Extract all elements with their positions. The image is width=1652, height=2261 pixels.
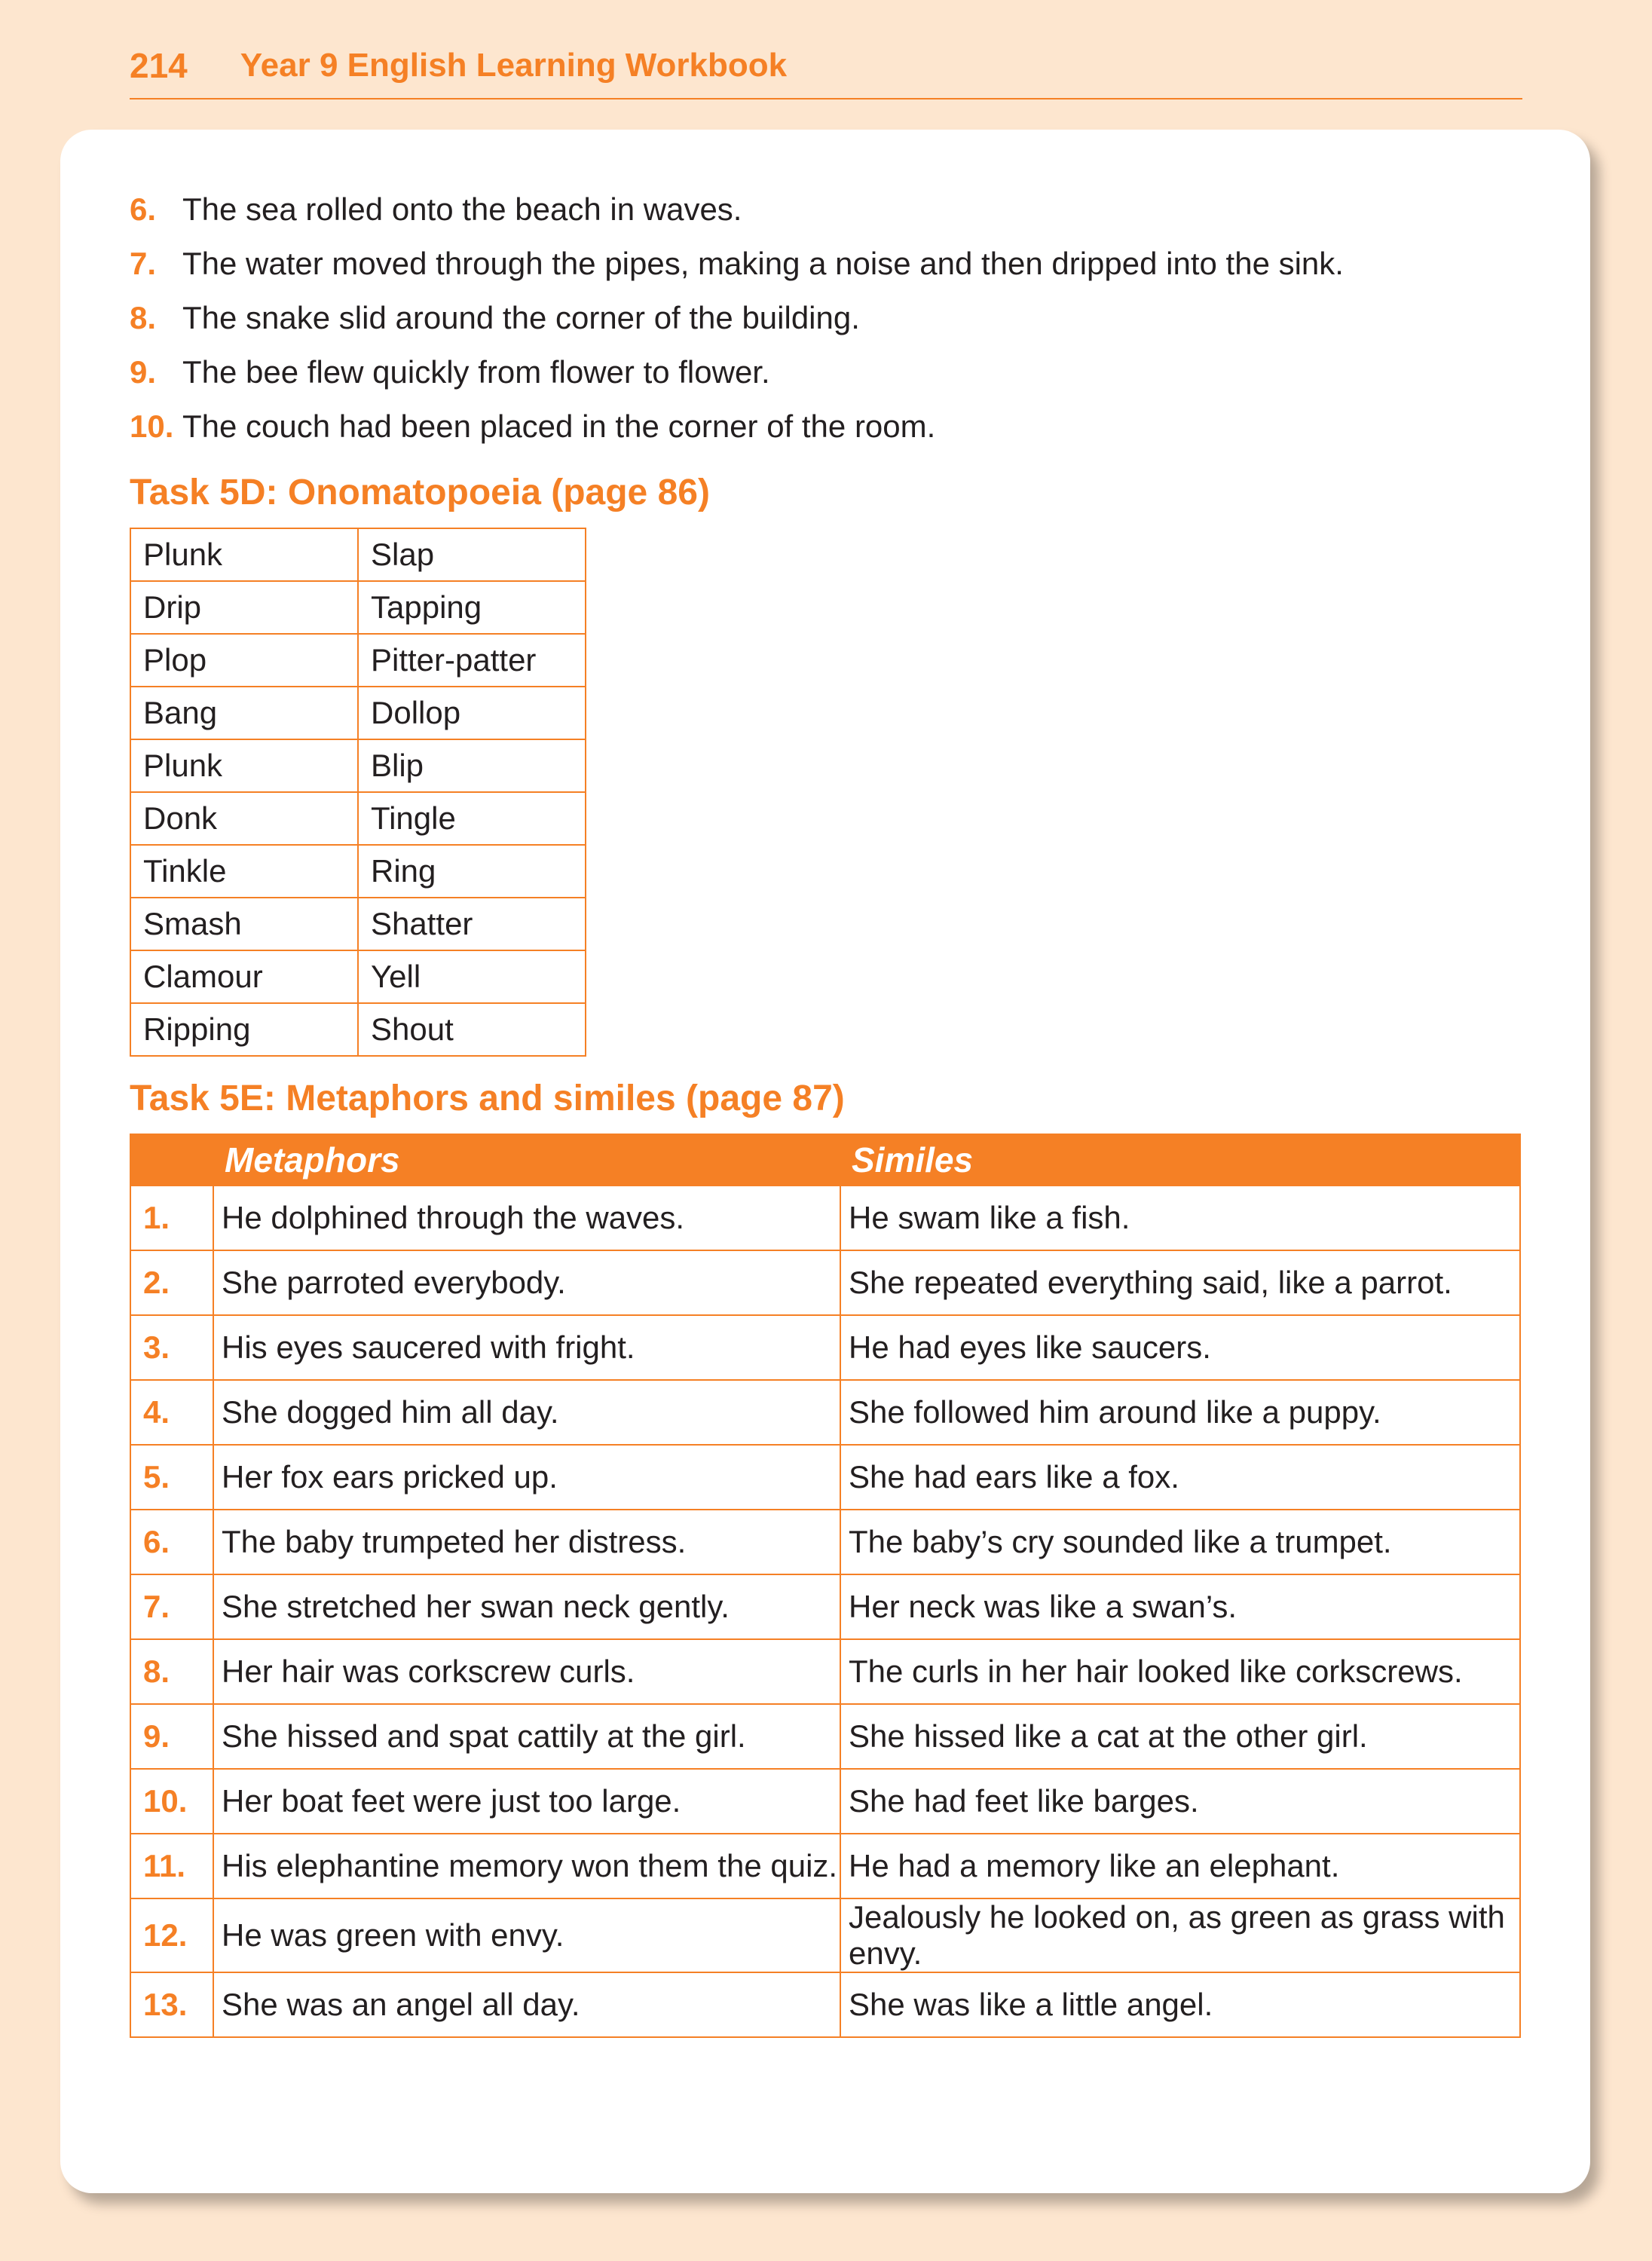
simile-cell: She followed him around like a puppy. [840, 1380, 1520, 1445]
table-header-row [130, 1134, 1520, 1186]
table-cell: Blip [358, 739, 586, 792]
table-row [130, 1510, 1520, 1574]
simile-cell: She had ears like a fox. [840, 1445, 1520, 1510]
content [130, 182, 1521, 2038]
simile-cell: He swam like a fish. [840, 1186, 1520, 1250]
row-number: 3. [130, 1315, 213, 1380]
list-item-number: 6. [130, 191, 157, 227]
table-row [130, 1972, 1520, 2037]
metaphor-cell: He dolphined through the waves. [213, 1186, 840, 1250]
metaphors-similes-table [130, 1134, 1521, 2038]
row-number: 8. [130, 1639, 213, 1704]
table-row [130, 1898, 1520, 1972]
table-row [130, 687, 586, 739]
page-number: 214 [130, 46, 188, 85]
table-row [130, 1250, 1520, 1315]
table-cell: Plop [130, 634, 358, 687]
table-cell: Tingle [358, 792, 586, 845]
row-number: 13. [130, 1972, 213, 2037]
list-item [130, 237, 1521, 291]
row-number: 11. [130, 1834, 213, 1898]
table-row [130, 792, 586, 845]
table-row [130, 739, 586, 792]
simile-cell: She was like a little angel. [840, 1972, 1520, 2037]
table-cell: Smash [130, 898, 358, 950]
metaphor-cell: Her boat feet were just too large. [213, 1769, 840, 1834]
simile-cell: She hissed like a cat at the other girl. [840, 1704, 1520, 1769]
metaphor-cell: He was green with envy. [213, 1898, 840, 1972]
table-row [130, 1380, 1520, 1445]
row-number: 12. [130, 1898, 213, 1972]
table-row [130, 1315, 1520, 1380]
metaphor-cell: She was an angel all day. [213, 1972, 840, 2037]
header-index-cell [130, 1134, 213, 1186]
simile-cell: Jealously he looked on, as green as grass with envy. [840, 1898, 1520, 1972]
metaphor-cell: The baby trumpeted her distress. [213, 1510, 840, 1574]
metaphor-cell: She parroted everybody. [213, 1250, 840, 1315]
list-item-text: The couch had been placed in the corner of the room. [182, 408, 936, 444]
table-cell: Pitter-patter [358, 634, 586, 687]
table-row [130, 1639, 1520, 1704]
answer-list [130, 182, 1521, 454]
list-item [130, 399, 1521, 454]
table-row [130, 1769, 1520, 1834]
list-item-number: 7. [130, 246, 157, 281]
metaphor-cell: Her fox ears pricked up. [213, 1445, 840, 1510]
onomatopoeia-table [130, 528, 586, 1057]
table-row [130, 634, 586, 687]
simile-cell: The curls in her hair looked like corkscrews. [840, 1639, 1520, 1704]
list-item [130, 182, 1521, 237]
header-metaphors: Metaphors [213, 1134, 840, 1186]
table-cell: Slap [358, 528, 586, 581]
metaphor-cell: His eyes saucered with fright. [213, 1315, 840, 1380]
table-cell: Clamour [130, 950, 358, 1003]
list-item-text: The sea rolled onto the beach in waves. [182, 191, 742, 227]
list-item [130, 345, 1521, 399]
list-item-text: The snake slid around the corner of the building. [182, 300, 860, 335]
simile-cell: She had feet like barges. [840, 1769, 1520, 1834]
table-row [130, 1574, 1520, 1639]
row-number: 1. [130, 1186, 213, 1250]
table-cell: Donk [130, 792, 358, 845]
task-5e-heading: Task 5E: Metaphors and similes (page 87) [130, 1078, 845, 1118]
book-title: Year 9 English Learning Workbook [240, 47, 788, 84]
page-header [130, 33, 1522, 99]
table-row [130, 581, 586, 634]
metaphor-cell: She hissed and spat cattily at the girl. [213, 1704, 840, 1769]
table-row [130, 950, 586, 1003]
simile-cell: Her neck was like a swan’s. [840, 1574, 1520, 1639]
table-row [130, 528, 586, 581]
content-card [60, 130, 1590, 2193]
table-row [130, 845, 586, 898]
header-similes: Similes [840, 1134, 1520, 1186]
row-number: 5. [130, 1445, 213, 1510]
metaphor-cell: She stretched her swan neck gently. [213, 1574, 840, 1639]
metaphor-cell: His elephantine memory won them the quiz. [213, 1834, 840, 1898]
metaphor-cell: Her hair was corkscrew curls. [213, 1639, 840, 1704]
simile-cell: She repeated everything said, like a parrot. [840, 1250, 1520, 1315]
table-row [130, 1003, 586, 1056]
table-row [130, 1704, 1520, 1769]
row-number: 6. [130, 1510, 213, 1574]
table-cell: Bang [130, 687, 358, 739]
simile-cell: The baby’s cry sounded like a trumpet. [840, 1510, 1520, 1574]
row-number: 9. [130, 1704, 213, 1769]
table-cell: Tinkle [130, 845, 358, 898]
metaphor-cell: She dogged him all day. [213, 1380, 840, 1445]
task-5d-heading: Task 5D: Onomatopoeia (page 86) [130, 473, 710, 512]
list-item-number: 9. [130, 354, 157, 390]
table-cell: Drip [130, 581, 358, 634]
row-number: 4. [130, 1380, 213, 1445]
list-item [130, 291, 1521, 345]
table-cell: Shatter [358, 898, 586, 950]
table-cell: Plunk [130, 528, 358, 581]
list-item-text: The bee flew quickly from flower to flower. [182, 354, 770, 390]
table-cell: Ring [358, 845, 586, 898]
table-cell: Tapping [358, 581, 586, 634]
table-row [130, 1186, 1520, 1250]
table-cell: Ripping [130, 1003, 358, 1056]
row-number: 2. [130, 1250, 213, 1315]
row-number: 7. [130, 1574, 213, 1639]
row-number: 10. [130, 1769, 213, 1834]
table-cell: Dollop [358, 687, 586, 739]
list-item-number: 8. [130, 300, 157, 335]
table-cell: Plunk [130, 739, 358, 792]
table-row [130, 898, 586, 950]
simile-cell: He had a memory like an elephant. [840, 1834, 1520, 1898]
simile-cell: He had eyes like saucers. [840, 1315, 1520, 1380]
table-cell: Shout [358, 1003, 586, 1056]
table-cell: Yell [358, 950, 586, 1003]
table-row [130, 1834, 1520, 1898]
list-item-text: The water moved through the pipes, making a noise and then dripped into the sink. [182, 246, 1344, 281]
table-row [130, 1445, 1520, 1510]
list-item-number: 10. [130, 408, 174, 444]
